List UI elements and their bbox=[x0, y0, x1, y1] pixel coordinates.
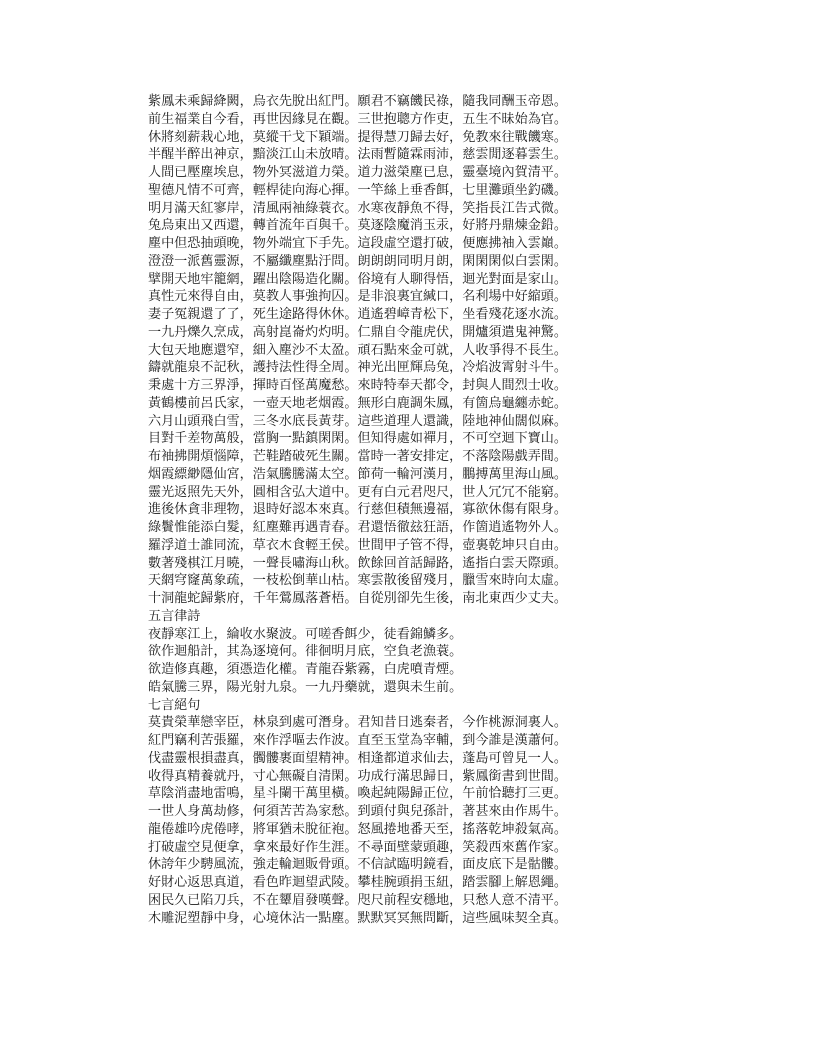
poem-line: 困民久已陷刀兵，不在顰眉發嘆聲。咫尺前程安穩地，只愁人意不清平。 bbox=[148, 892, 567, 908]
poem-line: 一世人身萬劫修，何須苦苦為家愁。到頭付與兒孫計，著甚來由作馬牛。 bbox=[148, 804, 567, 819]
poem-line: 一九丹爍久烹成，高射崑崙灼灼明。仁鼎自令龍虎伏，開爐須遣鬼神驚。 bbox=[148, 324, 567, 340]
poem-line: 六月山頭飛白雪，三冬水底長黃芽。這些道理人還識，陸地神仙闊似麻。 bbox=[148, 413, 567, 429]
poem-section-wuyan bbox=[148, 626, 608, 697]
poem-line: 塵中但恐抽頭晚，物外端宜下手先。這段虛空還打破，便應拂袖入雲巔。 bbox=[148, 236, 567, 251]
section-heading-wuyan-lushi: 五言律詩 bbox=[148, 608, 201, 624]
poem-line: 擘開天地牢籠網，躍出陰陽造化關。俗境有人聊得悟，迴光對面是家山。 bbox=[148, 271, 567, 287]
document-page bbox=[148, 93, 608, 927]
poem-line: 前生福業自今看，再世因緣見在觀。三世抱聰方作吏，五生不昧始為官。 bbox=[148, 111, 567, 127]
poem-line: 莫貴榮華戀宰臣，林泉到處可潛身。君知昔日逃秦者，今作桃源洞裏人。 bbox=[148, 715, 567, 731]
poem-line: 妻子冤親還了了，死生途路得休休。逍遙碧嶂青松下，坐看殘花逐水流。 bbox=[148, 307, 567, 322]
poem-line: 大包天地應還窄，細入塵沙不太盈。頑石點來金可就，人收爭得不長生。 bbox=[148, 342, 567, 358]
poem-line: 人間已壓塵埃息，物外冥滋道力榮。道力滋榮塵已息，靈臺境內賀清平。 bbox=[148, 165, 567, 180]
poem-line: 明月滿天紅寥岸，清風兩袖綠蓑衣。水寒夜靜魚不得，笑指長江告式微。 bbox=[148, 200, 567, 216]
poem-line: 澄澄一派舊靈源，不屬纖塵點汙問。朗朗朗同明月朗，閑閑閑似白雲閑。 bbox=[148, 253, 567, 269]
poem-line: 伐盡靈根損盡真，髑髏裹面望精神。相逢都道求仙去，蓬島可曾見一人。 bbox=[148, 750, 567, 766]
poem-line: 烟霞縹緲隱仙宮，浩氣騰騰滿太空。節荷一輪河漢月，鵬搏萬里海山風。 bbox=[148, 466, 567, 482]
poem-line: 收得真精養就丹，寸心無礙自清閑。功成行滿思歸日，紫鳳銜書到世間。 bbox=[148, 768, 567, 784]
poem-line: 靈光返照先天外，圓相含弘大道中。更有白元君咫尺，世人冗冗不能窮。 bbox=[148, 484, 567, 500]
poem-line: 休誇年少騁風流，強走輪迴販骨頭。不信試臨明鏡看，面皮底下是骷髏。 bbox=[148, 857, 567, 873]
poem-line: 布袖拂開煩惱障，芒鞋踏破死生關。當時一著安排定，不落陰陽戲弄間。 bbox=[148, 449, 567, 464]
poem-section-mixed bbox=[148, 93, 608, 608]
poem-line: 草陰消盡地雷鳴，星斗闌干萬里橫。喚起純陽歸正位，午前恰聽打三更。 bbox=[148, 786, 567, 802]
poem-line: 龍倦雄吟虎倦哮，將軍猶未脫征袍。怒風捲地番天至，搖落乾坤殺氣高。 bbox=[148, 821, 567, 837]
poem-line: 打破虛空見便拿，拿來最好作生涯。不尋面壁蒙頭趣，笑殺西來舊作家。 bbox=[148, 839, 567, 855]
poem-line: 天網穹窿萬象疏，一枝松倒華山枯。寒雲散後留殘月，臘雪來時向太虛。 bbox=[148, 573, 567, 589]
poem-line: 鑄就龍泉不記秋，護持法性得全周。神光出匣輝烏兔，冷焰波霄射斗牛。 bbox=[148, 360, 567, 376]
poem-line: 數著殘棋江月曉，一聲長嘯海山秋。飲餘回首話歸路，遙指白雲天際頭。 bbox=[148, 555, 567, 571]
poem-line: 木雕泥塑靜中身，心境休沾一點塵。默默冥冥無問斷，這些風味契全真。 bbox=[148, 910, 567, 926]
poem-line: 欲作迴船計，其為逐境何。徘徊明月底，空負老漁蓑。 bbox=[148, 644, 463, 660]
poem-line: 聖德凡情不可齊，輕桿徒向海心揮。一竿絲上垂香餌，七里灘頭坐釣磯。 bbox=[148, 182, 567, 198]
poem-line: 夜靜寒江上，綸收水聚波。可嗟香餌少，徒看錦鱗多。 bbox=[148, 626, 463, 642]
poem-line: 半醒半醉出神京，黯淡江山未放晴。法雨暫隨霖雨沛，慈雲閒逐暮雲生。 bbox=[148, 147, 567, 163]
poem-line: 十洞龍蛇歸紫府，千年鶯鳳落蒼梧。自從別卻先生後，南北東西少丈夫。 bbox=[148, 591, 567, 606]
section-heading-qiyan-jueju: 七言絕句 bbox=[148, 697, 201, 713]
poem-line: 真性元來得自由，莫教人事強拘囚。是非浪裏宜緘口，名利場中好縮頭。 bbox=[148, 289, 567, 305]
poem-line: 目對千差物萬般，當胸一點鎮閑閑。但知得處如禪月，不可空迴下寶山。 bbox=[148, 431, 567, 447]
poem-line: 紫鳳未乘歸絳闕，烏衣先脫出紅門。願君不竊饑民祿，隨我同酬玉帝恩。 bbox=[148, 94, 567, 109]
poem-line: 進後休貪非理物，退時好認本來真。行慈但積無邊福，寡欲休傷有限身。 bbox=[148, 502, 567, 518]
poem-line: 兔烏東出又西還，轉首流年百與千。莫逐陰魔消玉汞，好將丹鼎煉金鉛。 bbox=[148, 218, 567, 234]
poem-line: 休將刻薪栽心地，莫縱干戈下穎端。提得慧刀歸去好，免教來往戰饑寒。 bbox=[148, 129, 567, 145]
poem-line: 綠鬢惟能添白髮，紅塵難再遇青春。君還悟徹玆狂語，作箇逍遙物外人。 bbox=[148, 520, 567, 535]
poem-line: 紅門竊利苦張羅，來作浮嘔去作波。直至玉堂為宰輔，到今誰是漢蕭何。 bbox=[148, 733, 567, 748]
poem-line: 欲造修真趣，須憑造化權。青龍吞紫霧，白虎噴青煙。 bbox=[148, 662, 463, 677]
poem-section-qiyan bbox=[148, 714, 608, 927]
poem-line: 黃鶴樓前呂氏家，一壺天地老烟霞。無形白鹿調朱鳳，有箇烏龜纏赤蛇。 bbox=[148, 395, 567, 411]
poem-line: 羅浮道士誰同流，草衣木食輕王侯。世間甲子管不得，壺裏乾坤只自由。 bbox=[148, 537, 567, 553]
poem-line: 好財心返思真道，看色昨迴望武陵。攀桂腕頭捐玉紐，踏雲腳上解恩繩。 bbox=[148, 875, 567, 890]
poem-line: 皓氣騰三界，陽光射九泉。一九丹藥就，還與未生前。 bbox=[148, 679, 463, 695]
poem-line: 秉處十方三界淨，揮時百怪萬魔愁。來時特奉天都令，封與人間烈士收。 bbox=[148, 378, 567, 393]
